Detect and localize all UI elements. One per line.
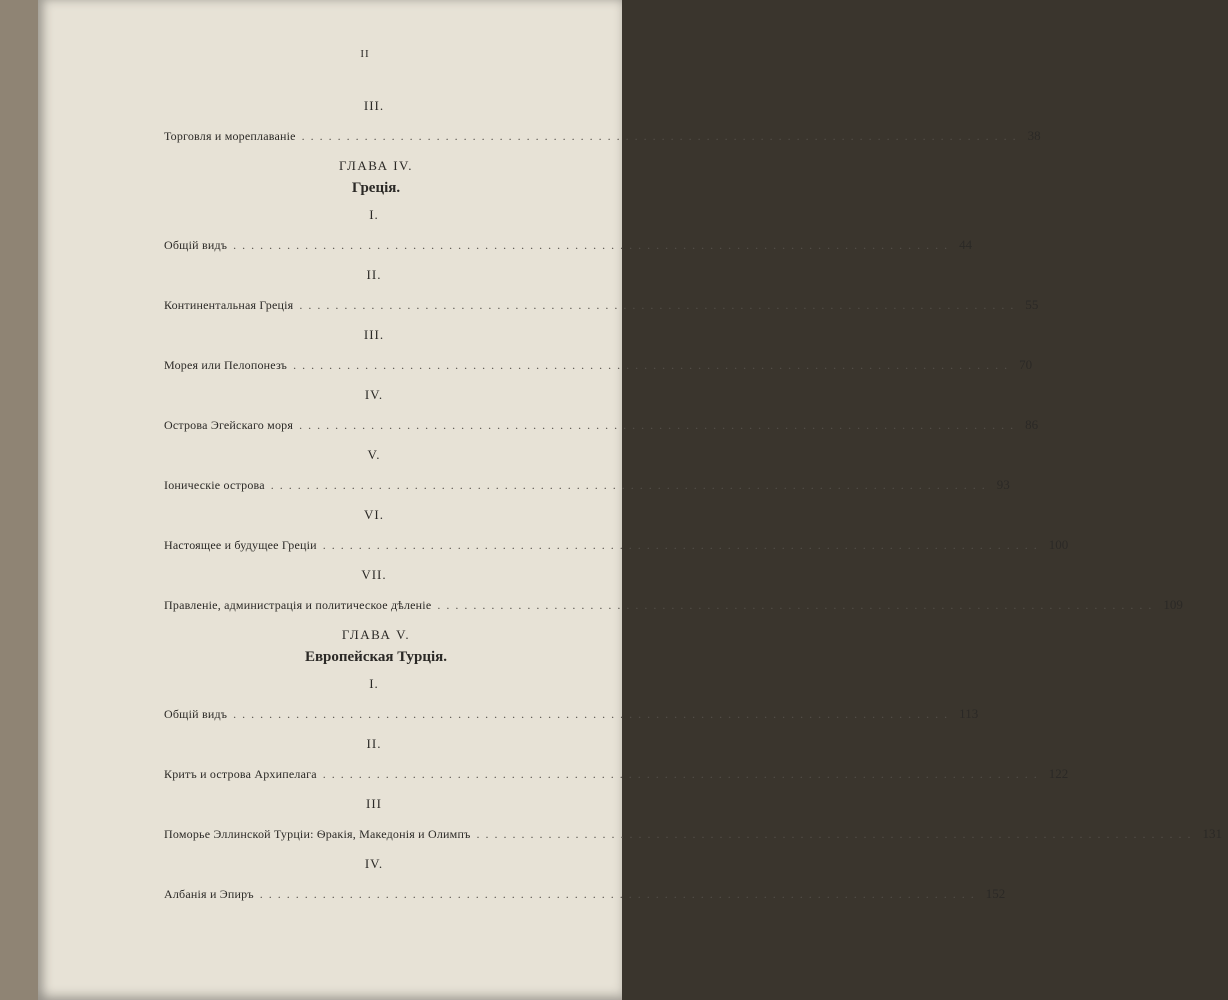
section-numeral: I. [369, 207, 379, 222]
page-number: II [360, 48, 370, 60]
dot-leader: ................................................................................ [270, 478, 991, 492]
toc-entry-page: 109 [1163, 597, 1183, 612]
toc-entry [120, 477, 1010, 493]
toc-entry [120, 826, 1222, 842]
toc-entry-page: 100 [1048, 537, 1069, 552]
dot-leader: ................................................................................ [322, 538, 1043, 552]
section-numeral: VI. [364, 507, 384, 522]
section-numeral: V. [367, 447, 381, 462]
section-numeral: VII. [361, 567, 387, 582]
toc-entry-title: Настоящее и будущее Греціи [164, 538, 317, 552]
toc-entry [120, 357, 1033, 373]
book-page [38, 0, 1222, 1000]
section-numeral: III. [363, 98, 385, 113]
dot-leader: ................................................................................ [476, 827, 1197, 841]
dot-leader: ................................................................................ [233, 707, 954, 721]
toc-entry-page: 122 [1048, 766, 1069, 781]
toc-entry-page: 55 [1025, 297, 1039, 312]
dot-leader: ................................................................................ [293, 358, 1014, 372]
dot-leader: ................................................................................ [233, 238, 954, 252]
chapter-heading: ГЛАВА V. [341, 627, 411, 642]
toc-entry [120, 886, 1006, 902]
toc-entry-title: Общій видъ [164, 707, 228, 721]
chapter-title: Европейская Турція. [304, 649, 448, 665]
section-numeral: I. [369, 676, 379, 691]
toc-entry-page: 38 [1027, 128, 1041, 143]
toc-entry [120, 766, 1069, 782]
section-numeral: III. [363, 327, 385, 342]
toc-entry-title: Торговля и мореплаваніе [164, 129, 296, 143]
toc-entry-title: Критъ и острова Архипелага [164, 767, 317, 781]
toc-entry-title: Острова Эгейскаго моря [164, 418, 294, 432]
toc-entry-title: Общій видъ [164, 238, 228, 252]
dot-leader: ................................................................................ [259, 887, 980, 901]
toc-entry-page: 44 [959, 237, 973, 252]
dot-leader: ................................................................................ [322, 767, 1043, 781]
toc-entry-title: Поморье Эллинской Турціи: Ѳракія, Македонія и Олимпъ [164, 827, 471, 841]
toc-entry-title: Континентальная Греція [164, 298, 294, 312]
toc-entry-title: Албанія и Эпиръ [164, 887, 254, 901]
section-numeral: III [366, 796, 382, 811]
table-of-contents [120, 48, 1222, 916]
toc-entry [120, 128, 1041, 144]
toc-list [120, 98, 1222, 902]
toc-entry-title: Морея или Пелопонезъ [164, 358, 288, 372]
toc-entry-page: 152 [985, 886, 1006, 901]
toc-entry-page: 113 [959, 706, 979, 721]
toc-entry-page: 93 [996, 477, 1010, 492]
section-numeral: IV. [364, 856, 384, 871]
section-numeral: II. [366, 267, 382, 282]
toc-entry [120, 537, 1069, 553]
toc-entry-page: 131 [1202, 826, 1222, 841]
dot-leader: ................................................................................ [301, 129, 1022, 143]
toc-entry [120, 706, 979, 722]
toc-entry-title: Правленіе, администрація и политическое дѣленіе [164, 598, 432, 612]
toc-entry [120, 297, 1039, 313]
toc-entry-page: 70 [1019, 357, 1033, 372]
toc-entry-page: 86 [1025, 417, 1039, 432]
dot-leader: ................................................................................ [299, 298, 1020, 312]
section-numeral: II. [366, 736, 382, 751]
dot-leader: ................................................................................ [299, 418, 1020, 432]
toc-entry [120, 417, 1039, 433]
toc-entry-title: Іоническіе острова [164, 478, 265, 492]
toc-entry [120, 597, 1183, 613]
toc-entry [120, 237, 973, 253]
section-numeral: IV. [364, 387, 384, 402]
dot-leader: ................................................................................ [437, 598, 1158, 612]
chapter-heading: ГЛАВА IV. [338, 158, 414, 173]
page-edge [0, 0, 38, 1000]
chapter-title: Греція. [351, 180, 401, 196]
